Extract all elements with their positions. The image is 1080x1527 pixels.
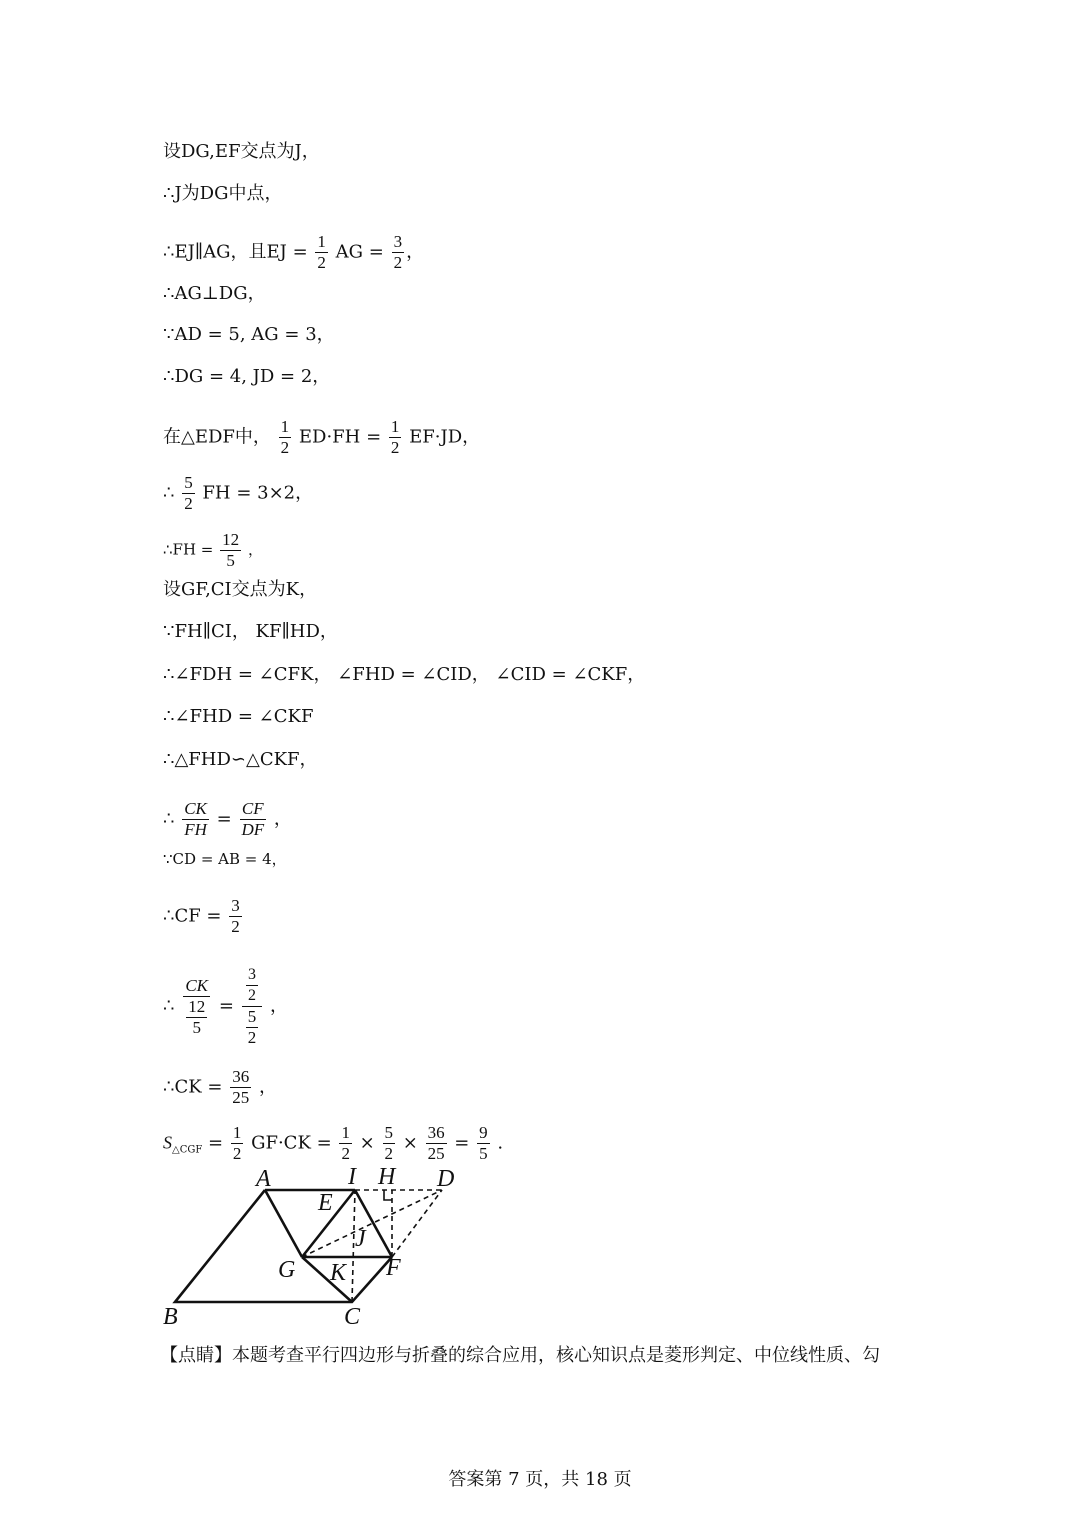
line-20: $S_{\triangle CGF}$ = $\frac{1}{2}$ GF·CK = $\frac{1}{2}$ × $\frac{5}{2}$ × $\frac{36}{25}$ = $\frac{9}{5}$ .: [163, 1123, 504, 1163]
line-14: ∴△FHD∽△CKF，: [163, 749, 318, 770]
line-12: ∴∠FDH = ∠CFK， ∠FHD = ∠CID， ∠CID = ∠CKF，: [163, 664, 646, 685]
line-15: ∴ $\frac{CK}{FH}$ = $\frac{CF}{DF}$ ，: [163, 799, 292, 839]
line-7: 在△EDF中， $\frac{1}{2}$ ED·FH = $\frac{1}{2}$ EF·JD，: [163, 417, 481, 457]
line-5: ∵AD = 5, AG = 3，: [163, 324, 335, 345]
line-18: ∴ $\frac{CK}{\frac{12}{5}}$ = $\frac{\frac{3}{2}}{\frac{5}{2}}$ ，: [163, 966, 288, 1047]
label-i: I: [348, 1164, 356, 1190]
fraction-twelve-fifths: $\frac{12}{5}$: [222, 530, 240, 570]
page-footer: 答案第 7 页，共 18 页: [448, 1469, 632, 1490]
fraction-five-halves: $\frac{5}{2}$: [184, 473, 193, 513]
fraction-ck-over-fh: $\frac{CK}{FH}$: [184, 799, 207, 839]
fraction-half: $\frac{1}{2}$: [390, 417, 400, 457]
geometry-diagram: [160, 1162, 480, 1337]
label-d: D: [437, 1166, 455, 1192]
fraction-five-halves: $\frac{5}{2}$: [247, 1007, 257, 1047]
fraction-five-halves: $\frac{5}{2}$: [384, 1123, 393, 1163]
line-3: ∴EJ∥AG，且EJ = $\frac{1}{2}$ AG = $\frac{3}{2}$ ，: [163, 232, 425, 272]
fraction-twelve-fifths: $\frac{12}{5}$: [188, 996, 206, 1037]
line-11: ∵FH∥CI， KF∥HD，: [163, 621, 338, 642]
line-4: ∴AG⊥DG，: [163, 283, 266, 304]
label-h: H: [378, 1164, 396, 1190]
line-6: ∴DG = 4, JD = 2，: [163, 366, 331, 387]
line-2: ∴J为DG中点，: [163, 183, 283, 204]
fraction-thirtysix-25ths: $\frac{36}{25}$: [427, 1123, 445, 1163]
line-8: ∴ $\frac{5}{2}$ FH = 3×2，: [163, 473, 314, 513]
fraction-three-halves: $\frac{3}{2}$: [393, 232, 403, 272]
fraction-cf-over-df: $\frac{CF}{DF}$: [241, 799, 265, 839]
comment-line: 【点睛】本题考查平行四边形与折叠的综合应用，核心知识点是菱形判定、中位线性质、勾: [160, 1345, 880, 1366]
label-b: B: [163, 1304, 178, 1330]
fraction-half: $\frac{1}{2}$: [232, 1123, 242, 1163]
line-13: ∴∠FHD = ∠CKF: [163, 706, 314, 727]
fraction-nine-fifths: $\frac{9}{5}$: [479, 1123, 488, 1163]
edge-f-d: [392, 1190, 442, 1257]
fraction-half: $\frac{1}{2}$: [317, 232, 326, 272]
line-9: ∴FH = $\frac{12}{5}$ ，: [163, 530, 263, 570]
line-10: 设GF,CI交点为K，: [163, 579, 318, 600]
fraction-thirtysix-25ths: $\frac{36}{25}$: [232, 1067, 250, 1107]
complex-fraction-ratio: [242, 965, 263, 1048]
line-16: ∵CD = AB = 4，: [163, 850, 287, 868]
complex-fraction-ck: $\frac{CK}{\frac{12}{5}}$: [185, 975, 209, 1037]
fraction-three-halves: $\frac{3}{2}$: [248, 966, 256, 1004]
fraction-three-halves: $\frac{3}{2}$: [231, 896, 240, 936]
fraction-half: $\frac{1}{2}$: [280, 417, 290, 457]
label-k: K: [330, 1260, 347, 1286]
label-a: A: [256, 1166, 271, 1192]
fraction-half: $\frac{1}{2}$: [341, 1123, 350, 1163]
label-e: E: [318, 1190, 333, 1216]
line-19: ∴CK = $\frac{36}{25}$ ，: [163, 1067, 277, 1107]
label-g: G: [278, 1257, 296, 1283]
label-f: F: [386, 1255, 401, 1281]
line-17: ∴CF = $\frac{3}{2}$: [163, 896, 240, 936]
label-c: C: [344, 1304, 361, 1330]
right-angle-mark: [384, 1190, 392, 1200]
edge-a-g: [265, 1190, 302, 1257]
line-1: 设DG,EF交点为J，: [163, 141, 320, 162]
label-j: J: [355, 1226, 366, 1252]
